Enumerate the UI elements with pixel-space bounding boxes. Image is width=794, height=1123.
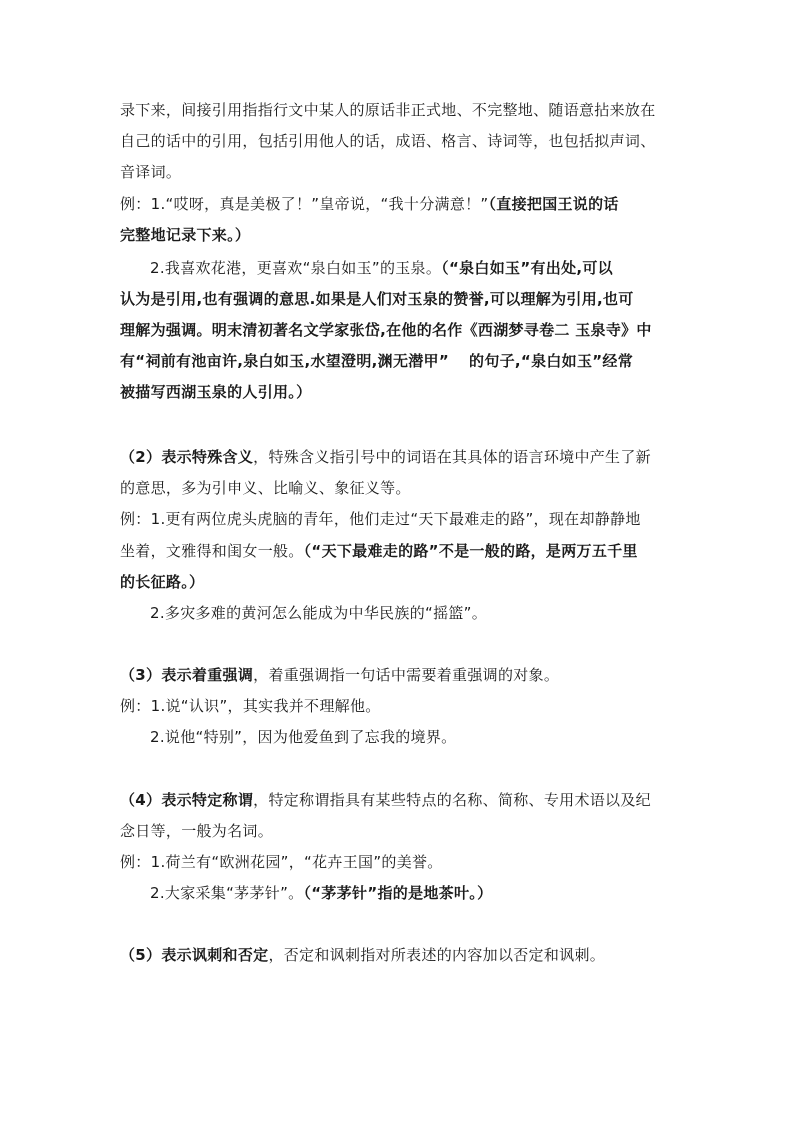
- text-line: [120, 541, 680, 561]
- text-line: [120, 225, 680, 245]
- text-line: [120, 289, 680, 309]
- bold-note: 认为是引用,也有强调的意思.如果是人们对玉泉的赞誉,可以理解为引用,也可: [120, 290, 634, 308]
- text-line: [120, 821, 680, 841]
- text-line: [120, 162, 680, 182]
- text-segment: 2.大家采集“茅茅针”。: [150, 884, 304, 902]
- text-line: [120, 478, 680, 498]
- text-line: [120, 194, 680, 214]
- text-segment: ，特殊含义指引号中的词语在其具体的语言环境中产生了新: [253, 448, 651, 466]
- section-heading-line: [120, 945, 680, 965]
- bold-note: （“茅茅针”指的是地茶叶。）: [303, 884, 493, 902]
- bold-note: （“泉白如玉”有出处,可以: [441, 259, 613, 277]
- section-heading-line: [120, 447, 680, 467]
- text-segment: 录下来，间接引用指指行文中某人的原话非正式地、不完整地、随语意拈来放在: [120, 101, 656, 119]
- text-line: [150, 603, 710, 623]
- text-segment: ，着重强调指一句话中需要着重强调的对象。: [253, 666, 560, 684]
- bold-note: 的句子,“泉白如玉”经常: [469, 352, 634, 370]
- text-segment: 自己的话中的引用，包括引用他人的话，成语、格言、诗词等，也包括拟声词、: [120, 132, 656, 150]
- text-line: [120, 320, 680, 340]
- text-line: [120, 696, 680, 716]
- bold-note: 被描写西湖玉泉的人引用。）: [120, 383, 312, 401]
- text-segment: 坐着，文雅得和闺女一般。: [120, 542, 304, 560]
- text-segment: 例：1.更有两位虎头虎脑的青年，他们走过“天下最难走的路”，现在却静静地: [120, 510, 641, 528]
- text-segment: 2.说他“特别”，因为他爱鱼到了忘我的境界。: [150, 728, 457, 746]
- section-heading: （2）表示特殊含义: [120, 448, 254, 466]
- text-segment: 例：1.“哎呀，真是美极了！”皇帝说，“我十分满意！”: [120, 195, 489, 213]
- text-line: [120, 131, 680, 151]
- bold-note: （直接把国王说的话: [488, 195, 619, 213]
- text-segment: 的意思，多为引申义、比喻义、象征义等。: [120, 479, 411, 497]
- bold-note: （“天下最难走的路”不是一般的路，是两万五千里: [303, 542, 638, 560]
- bold-note: 完整地记录下来。）: [120, 226, 251, 244]
- section-heading-line: [120, 790, 680, 810]
- text-line: [120, 852, 680, 872]
- section-heading: （5）表示讽刺和否定: [120, 946, 269, 964]
- text-segment: 音译词。: [120, 163, 182, 181]
- text-line: [150, 727, 710, 747]
- section-heading: （4）表示特定称谓: [120, 791, 254, 809]
- section-heading-line: [120, 665, 680, 685]
- bold-note: 有“祠前有池亩许,泉白如玉,水望澄明,渊无潜甲”: [120, 352, 450, 370]
- text-line: [120, 351, 680, 371]
- text-segment: 念日等，一般为名词。: [120, 822, 274, 840]
- text-segment: ，特定称谓指具有某些特点的名称、简称、专用术语以及纪: [253, 791, 651, 809]
- text-segment: 例：1.说“认识”，其实我并不理解他。: [120, 697, 381, 715]
- text-line: [120, 509, 680, 529]
- section-heading: （3）表示着重强调: [120, 666, 254, 684]
- text-segment: 例：1.荷兰有“欧洲花园”，“花卉王国”的美誉。: [120, 853, 443, 871]
- text-line: [120, 572, 680, 592]
- text-line: [120, 382, 680, 402]
- text-segment: 2.多灾多难的黄河怎么能成为中华民族的“摇篮”。: [150, 604, 488, 622]
- text-segment: 2.我喜欢花港，更喜欢“泉白如玉”的玉泉。: [150, 259, 442, 277]
- bold-note: 的长征路。）: [120, 573, 205, 591]
- text-line: [150, 883, 710, 903]
- text-line: [150, 258, 710, 278]
- bold-note: 理解为强调。明末清初著名文学家张岱,在他的名作《西湖梦寻卷二 玉泉寺》中: [120, 321, 652, 339]
- text-line: [120, 100, 680, 120]
- text-segment: ，否定和讽刺指对所表述的内容加以否定和讽刺。: [268, 946, 606, 964]
